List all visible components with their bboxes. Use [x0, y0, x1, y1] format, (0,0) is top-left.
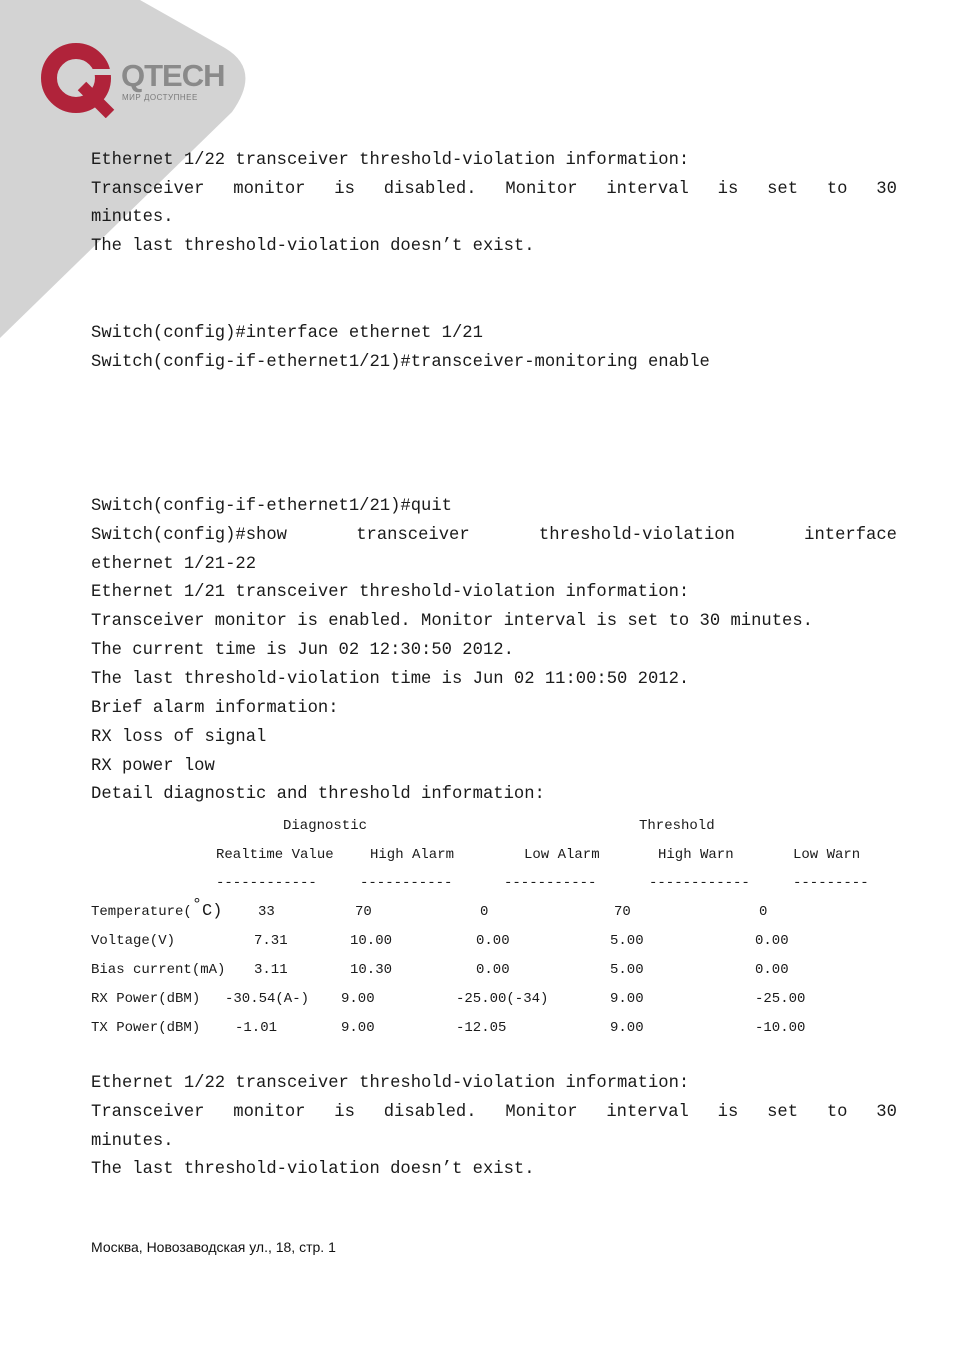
- table-cell: 9.00: [610, 991, 644, 1007]
- word: Monitor: [505, 180, 578, 199]
- table-cell: 0.00: [476, 933, 510, 949]
- table-row-label: TX Power(dBM): [91, 1020, 201, 1036]
- text-line: ethernet 1/21-22: [91, 555, 257, 574]
- word: to: [826, 180, 848, 199]
- command-line: Switch(config-if-ethernet1/21)#quit: [91, 497, 452, 516]
- word: disabled.: [383, 1103, 477, 1122]
- table-divider: ------------: [216, 875, 317, 891]
- text-line: RX loss of signal: [91, 728, 267, 747]
- table-cell: -25.00: [755, 991, 806, 1007]
- text-line: Ethernet 1/22 transceiver threshold-violation information:: [91, 1074, 690, 1093]
- table-cell: 9.00: [341, 1020, 375, 1036]
- word: to: [826, 1103, 848, 1122]
- word: transceiver: [356, 526, 470, 545]
- table-cell: 9.00: [341, 991, 375, 1007]
- table-group-threshold: Threshold: [639, 818, 715, 834]
- text-line: Transceiver monitor is enabled. Monitor interval is set to 30 minutes.: [91, 612, 813, 631]
- word: 30: [876, 1103, 897, 1122]
- text-line: The last threshold-violation doesn’t exist.: [91, 237, 535, 256]
- table-cell: -10.00: [755, 1020, 806, 1036]
- word: Monitor: [505, 1103, 578, 1122]
- word: threshold-violation: [538, 526, 735, 545]
- table-cell: 10.00: [350, 933, 393, 949]
- table-cell: 0.00: [755, 933, 789, 949]
- table-cell: 70: [355, 904, 372, 920]
- table-cell: 7.31: [254, 933, 288, 949]
- text-line: minutes.: [91, 1132, 174, 1151]
- word: interface: [804, 526, 897, 545]
- table-row-label: Temperature(°C): [91, 896, 223, 921]
- word: 30: [876, 180, 897, 199]
- table-divider: -----------: [504, 875, 597, 891]
- table-header: Realtime Value: [216, 847, 334, 863]
- table-divider: ---------: [793, 875, 869, 891]
- table-cell: 33: [258, 904, 275, 920]
- word: set: [767, 180, 799, 199]
- table-cell: 0.00: [476, 962, 510, 978]
- table-group-diagnostic: Diagnostic: [283, 818, 368, 834]
- table-cell: 5.00: [610, 933, 644, 949]
- justified-line: [91, 1103, 897, 1123]
- table-cell: -30.54(A-): [225, 991, 310, 1007]
- table-cell: 70: [614, 904, 631, 920]
- table-cell: 5.00: [610, 962, 644, 978]
- table-cell: 0: [759, 904, 768, 920]
- command-line: Switch(config)#interface ethernet 1/21: [91, 324, 483, 343]
- table-divider: ------------: [649, 875, 750, 891]
- table-cell: -1.01: [235, 1020, 278, 1036]
- word: Switch(config)#show: [91, 526, 287, 545]
- table-divider: -----------: [360, 875, 453, 891]
- table-cell: -12.05: [456, 1020, 507, 1036]
- table-cell: 3.11: [254, 962, 288, 978]
- text-line: The last threshold-violation time is Jun 02 11:00:50 2012.: [91, 670, 690, 689]
- footer-address: Москва, Новозаводская ул., 18, стр. 1: [91, 1239, 336, 1255]
- table-header: High Alarm: [370, 847, 455, 863]
- table-cell: 0.00: [755, 962, 789, 978]
- word: Transceiver: [91, 180, 205, 199]
- text-line: Brief alarm information:: [91, 699, 339, 718]
- text-line: RX power low: [91, 757, 215, 776]
- table-header: Low Warn: [793, 847, 861, 863]
- word: is: [334, 1103, 355, 1122]
- word: monitor: [233, 1103, 306, 1122]
- justified-line: [91, 526, 897, 546]
- text-line: Ethernet 1/22 transceiver threshold-violation information:: [91, 151, 690, 170]
- word: interval: [606, 1103, 689, 1122]
- table-row-label: Voltage(V): [91, 933, 176, 949]
- qtech-logo-icon: [40, 42, 116, 118]
- text-line: minutes.: [91, 208, 174, 227]
- table-cell: 10.30: [350, 962, 393, 978]
- word: is: [334, 180, 355, 199]
- word: is: [717, 1103, 739, 1122]
- table-header: Low Alarm: [524, 847, 600, 863]
- justified-line: [91, 180, 897, 200]
- logo-brand: QTECH: [121, 58, 225, 93]
- text-line: Detail diagnostic and threshold information:: [91, 785, 545, 804]
- word: monitor: [233, 180, 306, 199]
- word: Transceiver: [91, 1103, 205, 1122]
- command-line: Switch(config-if-ethernet1/21)#transceiver-monitoring enable: [91, 353, 710, 372]
- table-cell: -25.00(-34): [456, 991, 549, 1007]
- word: is: [717, 180, 739, 199]
- table-header: High Warn: [658, 847, 734, 863]
- text-line: The current time is Jun 02 12:30:50 2012.: [91, 641, 514, 660]
- word: disabled.: [383, 180, 477, 199]
- text-line: The last threshold-violation doesn’t exist.: [91, 1160, 535, 1179]
- table-row-label: Bias current(mA): [91, 962, 226, 978]
- table-row-label: RX Power(dBM): [91, 991, 201, 1007]
- word: set: [767, 1103, 799, 1122]
- word: interval: [606, 180, 689, 199]
- table-cell: 9.00: [610, 1020, 644, 1036]
- text-line: Ethernet 1/21 transceiver threshold-violation information:: [91, 583, 690, 602]
- table-cell: 0: [480, 904, 489, 920]
- logo-tagline: МИР ДОСТУПНЕЕ: [122, 93, 198, 102]
